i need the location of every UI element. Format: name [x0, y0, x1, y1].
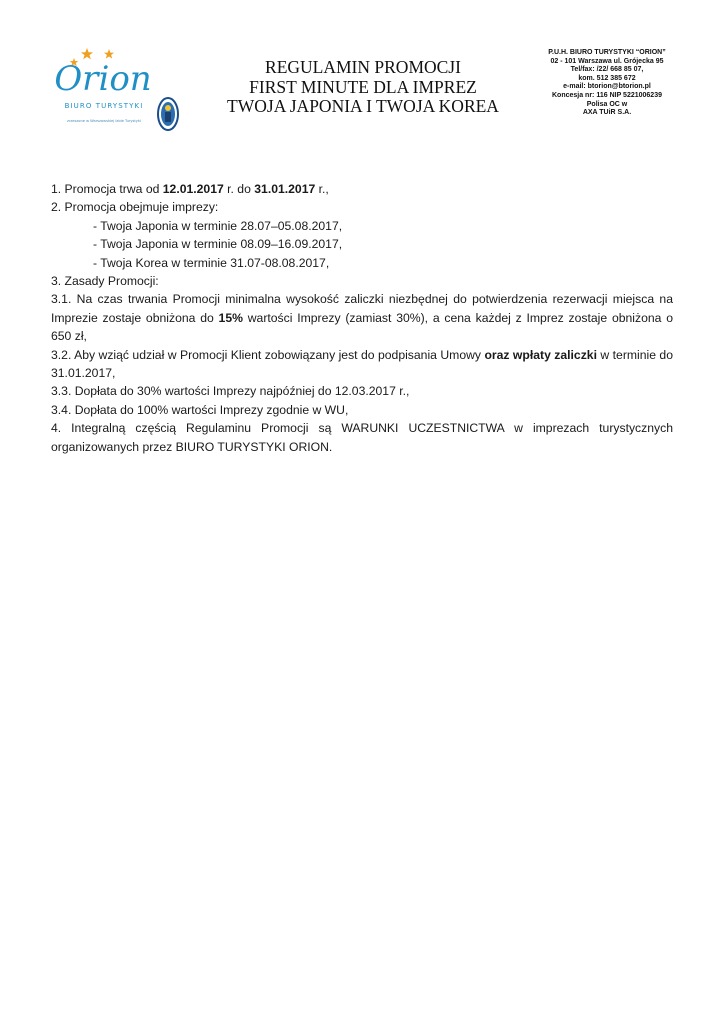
company-line: Tel/fax: /22/ 668 85 07,	[570, 66, 644, 74]
clause-text: 3.2. Aby wziąć udział w Promocji Klient zobowiązany jest do podpisania Umowy	[51, 347, 485, 362]
company-line: e-mail: btorion@btorion.pl	[563, 83, 651, 91]
clause-text: w terminie do 31.01.2017,	[51, 347, 673, 381]
tour-list-item: - Twoja Japonia w terminie 08.09–16.09.2017,	[93, 237, 343, 252]
clause-3: 3. Zasady Promocji:	[51, 274, 159, 289]
clause-3-4: 3.4. Dopłata do 100% wartości Imprezy zgodnie w WU,	[51, 402, 349, 417]
title-line: REGULAMIN PROMOCJI	[265, 57, 461, 77]
regulation-body	[51, 180, 673, 456]
association-emblem-icon	[156, 96, 180, 132]
company-info	[527, 49, 687, 118]
clause-text: 1. Promocja trwa od	[51, 182, 163, 196]
clause-2: 2. Promocja obejmuje imprezy:	[51, 200, 219, 215]
company-line: AXA TUiR S.A.	[582, 109, 632, 117]
document-title	[196, 58, 530, 117]
clause-3-1	[51, 290, 673, 345]
logo-subtitle: zrzeszone w Warszawskiej Izbie Turystyki	[67, 119, 141, 123]
clause-text: r.,	[315, 182, 329, 196]
deposit-emphasis: oraz wpłaty zaliczki	[484, 347, 597, 362]
company-line: 02 - 101 Warszawa ul. Grójecka 95	[550, 57, 664, 65]
start-date: 12.01.2017	[162, 182, 224, 196]
logo-company-name: BIURO TURYSTYKI	[64, 102, 144, 110]
end-date: 31.01.2017	[254, 182, 316, 196]
deposit-percent: 15%	[218, 310, 243, 325]
logo-wordmark: Orion	[54, 59, 152, 99]
clause-4: 4. Integralną częścią Regulaminu Promocji są WARUNKI UCZESTNICTWA w imprezach turystycznych organizowanych przez BIURO TURYSTYKI ORION.	[51, 421, 673, 454]
orion-logo-graphic	[50, 46, 156, 106]
star-icon	[81, 48, 93, 59]
clause-text: wartości Imprezy (zamiast 30%), a cena każdej z Imprez zostaje obniżona o 650 zł,	[51, 310, 674, 344]
clause-text: 3.1. Na czas trwania Promocji minimalna wysokość zaliczki niezbędnej do potwierdzenia rezerwacji miejsca na Imprezie zostaje obniżona do	[51, 292, 673, 325]
title-line: FIRST MINUTE DLA IMPREZ	[249, 76, 477, 97]
company-line: kom. 512 385 672	[578, 74, 636, 82]
title-line: TWOJA JAPONIA I TWOJA KOREA	[227, 96, 499, 116]
clause-text: r. do	[223, 182, 255, 196]
orion-logo	[50, 46, 156, 132]
tour-list-item: - Twoja Japonia w terminie 28.07–05.08.2017,	[93, 218, 343, 233]
clause-1	[51, 180, 673, 198]
clause-3-2	[51, 346, 673, 383]
star-icon	[104, 49, 114, 59]
company-line: Koncesja nr: 116 NIP 5221006239	[551, 91, 662, 99]
clause-3-3: 3.3. Dopłata do 30% wartości Imprezy najpóźniej do 12.03.2017 r.,	[51, 384, 410, 399]
company-line: P.U.H. BIURO TURYSTYKI “ORION”	[548, 49, 666, 56]
company-line: Polisa OC w	[586, 100, 628, 108]
tour-list-item: - Twoja Korea w terminie 31.07-08.08.2017,	[93, 255, 330, 270]
